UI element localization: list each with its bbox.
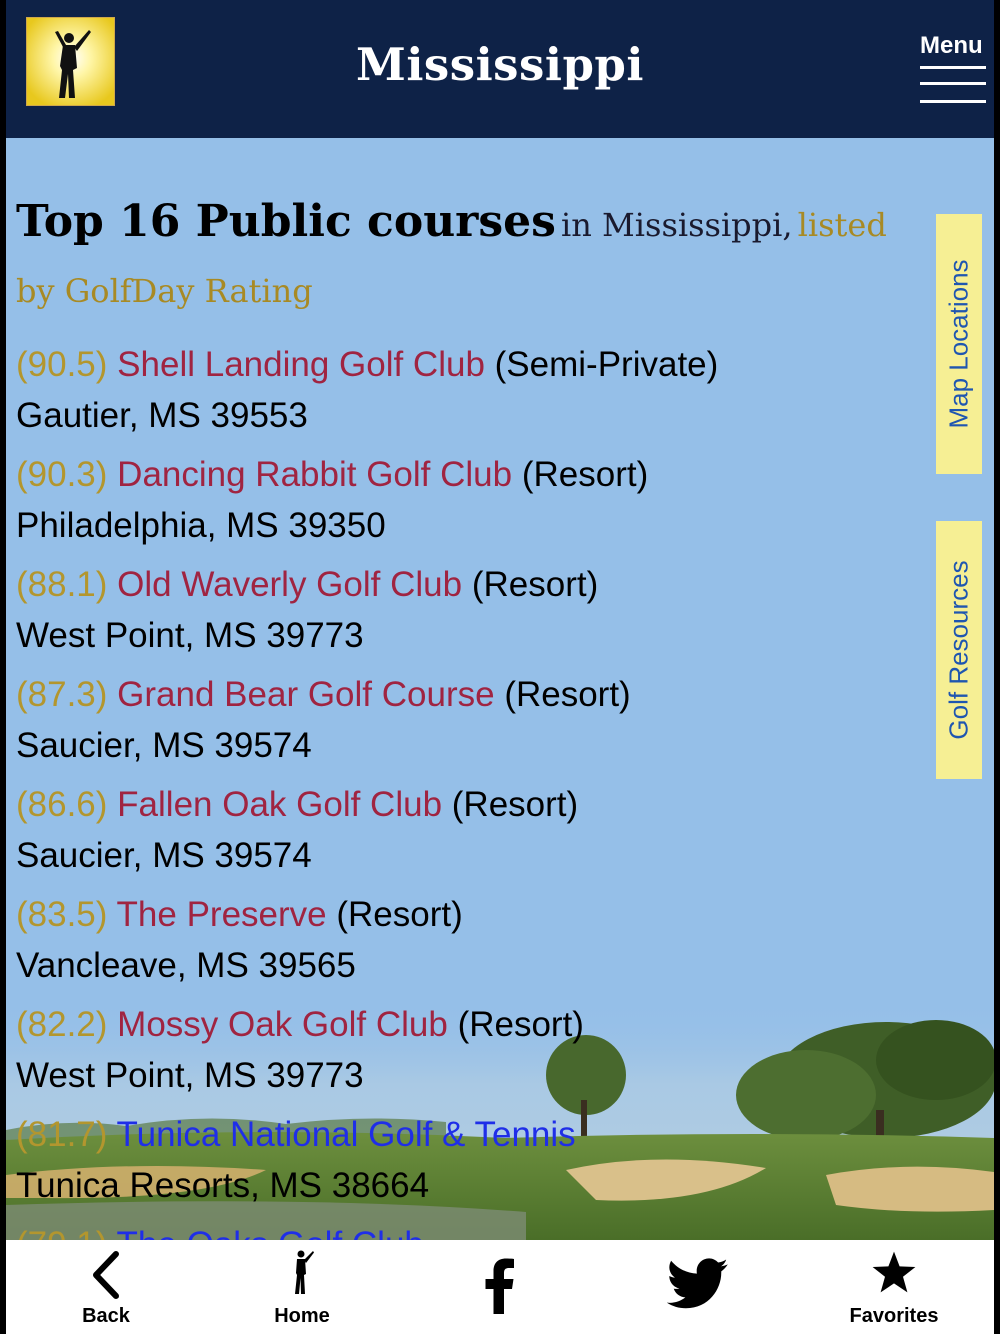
course-score: (86.6) (16, 785, 108, 824)
course-address: Saucier, MS 39574 (16, 836, 312, 875)
course-link[interactable]: Grand Bear Golf Course (117, 675, 495, 714)
course-score: (90.3) (16, 455, 108, 494)
back-button[interactable] (56, 1240, 156, 1334)
list-item (16, 669, 926, 771)
heading-middle: in Mississippi, (561, 206, 793, 244)
list-item (16, 999, 926, 1101)
course-score: (81.7) (16, 1115, 108, 1154)
heading-bold: Top 16 Public courses (16, 196, 556, 247)
course-link[interactable]: Fallen Oak Golf Club (117, 785, 443, 824)
course-link[interactable]: Dancing Rabbit Golf Club (117, 455, 513, 494)
list-item (16, 339, 926, 441)
course-score: (83.5) (16, 895, 108, 934)
list-item (16, 449, 926, 551)
course-address: West Point, MS 39773 (16, 616, 364, 655)
menu-label: Menu (920, 32, 983, 59)
list-item (16, 1109, 926, 1211)
course-score: (90.5) (16, 345, 108, 384)
twitter-icon (667, 1258, 729, 1310)
map-locations-tab[interactable] (936, 214, 982, 474)
facebook-icon (485, 1258, 515, 1314)
facebook-button[interactable] (460, 1240, 540, 1334)
favorites-button[interactable] (844, 1240, 944, 1334)
bottom-nav (6, 1240, 994, 1334)
course-address: Tunica Resorts, MS 38664 (16, 1166, 430, 1205)
favorites-label: Favorites (849, 1305, 939, 1327)
heading-sort-note: listed by GolfDay Rating (16, 206, 887, 310)
course-type: (Resort) (457, 1005, 584, 1044)
course-type: (Resort) (521, 455, 649, 494)
home-label: Home (274, 1305, 330, 1327)
map-locations-label: Map Locations (943, 259, 974, 429)
golfer-icon (286, 1248, 318, 1298)
page-title: Mississippi (356, 38, 644, 91)
course-list-section (16, 192, 926, 1278)
golf-resources-tab[interactable] (936, 521, 982, 779)
course-type: (Resort) (336, 895, 463, 934)
course-address: West Point, MS 39773 (16, 1056, 364, 1095)
golf-resources-label: Golf Resources (943, 560, 974, 740)
course-address: Gautier, MS 39553 (16, 396, 308, 435)
course-link[interactable]: Mossy Oak Golf Club (117, 1005, 448, 1044)
hamburger-icon (920, 82, 986, 85)
course-link[interactable]: Old Waverly Golf Club (117, 565, 463, 604)
course-address: Philadelphia, MS 39350 (16, 506, 386, 545)
hamburger-icon (920, 66, 986, 69)
course-score: (88.1) (16, 565, 108, 604)
list-item (16, 779, 926, 881)
twitter-button[interactable] (658, 1240, 738, 1334)
course-type: (Semi-Private) (494, 345, 719, 384)
course-list (16, 339, 926, 1270)
course-link[interactable]: Tunica National Golf & Tennis (116, 1115, 576, 1154)
course-type: (Resort) (471, 565, 599, 604)
app-header (6, 0, 994, 138)
app-frame (6, 0, 994, 1334)
course-link[interactable]: Shell Landing Golf Club (117, 345, 485, 384)
menu-button[interactable] (916, 30, 988, 108)
course-address: Saucier, MS 39574 (16, 726, 312, 765)
list-heading (16, 192, 926, 327)
course-type: (Resort) (451, 785, 579, 824)
hamburger-icon (920, 100, 986, 103)
list-item (16, 559, 926, 661)
list-item (16, 889, 926, 991)
course-link[interactable]: The Preserve (116, 895, 327, 934)
course-type: (Resort) (504, 675, 631, 714)
course-score: (82.2) (16, 1005, 108, 1044)
chevron-left-icon (86, 1250, 126, 1300)
star-icon (870, 1250, 918, 1296)
back-label: Back (82, 1305, 130, 1327)
home-button[interactable] (252, 1240, 352, 1334)
course-address: Vancleave, MS 39565 (16, 946, 356, 985)
course-score: (87.3) (16, 675, 108, 714)
